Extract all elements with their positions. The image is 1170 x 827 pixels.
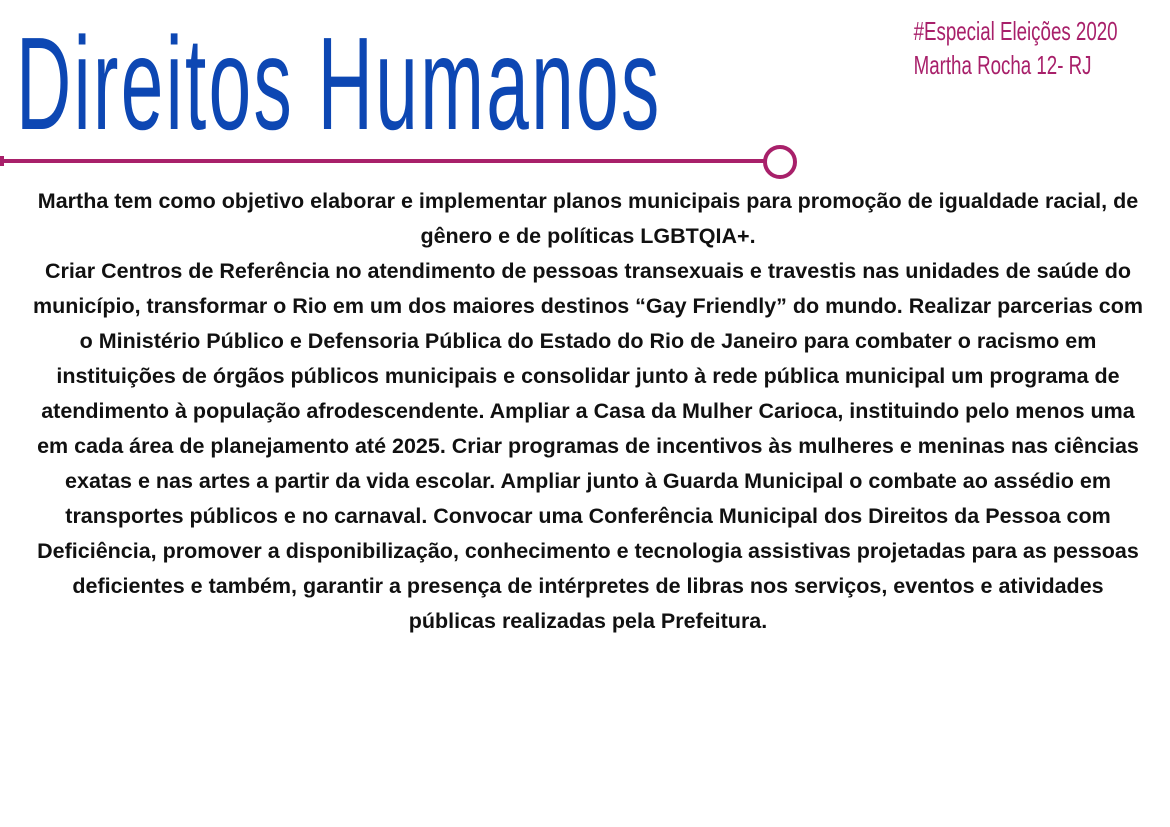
page-title: Direitos Humanos — [16, 10, 662, 157]
hashtag-label: #Especial Eleições 2020 — [913, 16, 1118, 46]
election-tag — [880, 14, 1120, 82]
title-divider — [0, 159, 767, 163]
candidate-label: Martha Rocha 12- RJ — [913, 50, 1092, 80]
proposal-text — [28, 184, 1148, 639]
intro-paragraph: Martha tem como objetivo elaborar e implementar planos municipais para promoção de igualdade racial, de gênero e de políticas LGBTQIA+. — [37, 189, 1139, 248]
divider-circle-ornament — [763, 145, 797, 179]
proposals-paragraph: Criar Centros de Referência no atendimento de pessoas transexuais e travestis nas unidades de saúde do município, transformar o Rio em um dos maiores destinos “Gay Friendly” do mundo. Realizar parcerias com o Ministério Público e Defensoria Pública do Estado do Rio de Janeiro para combater o racismo em instituições de órgãos públicos municipais e consolidar junto à rede pública municipal um programa de atendimento à população afrodescendente. Ampliar a Casa da Mulher Carioca, instituindo pelo menos uma em cada área de planejamento até 2025. Criar programas de incentivos às mulheres e meninas nas ciências exatas e nas artes a partir da vida escolar. Ampliar junto à Guarda Municipal o combate ao assédio em transportes públicos e no carnaval. Convocar uma Conferência Municipal dos Direitos da Pessoa com Deficiência, promover a disponibilização, conhecimento e tecnologia assistivas projetadas para as pessoas deficientes e também, garantir a presença de intérpretes de libras nos serviços, eventos e atividades públicas realizadas pela Prefeitura. — [33, 259, 1143, 633]
